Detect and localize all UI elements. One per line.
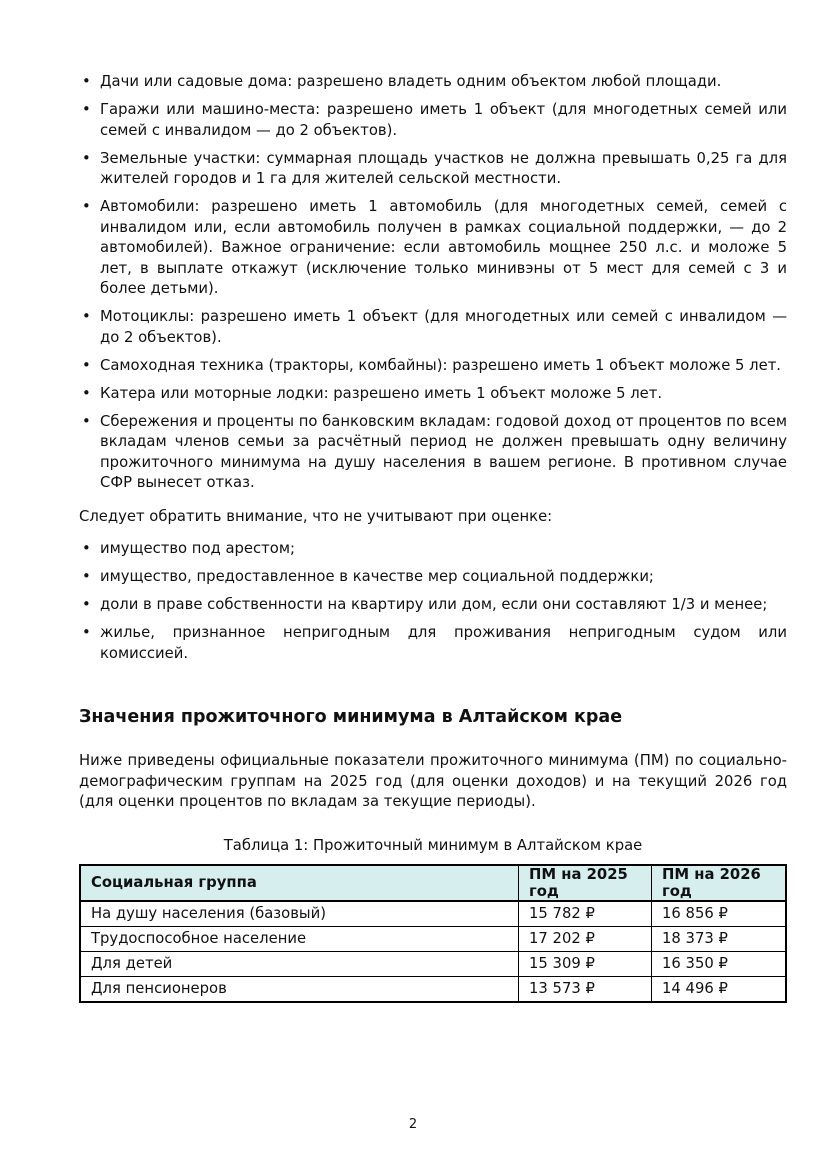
bullet-icon: •: [82, 356, 91, 374]
cell-pm-2025: 15 782 ₽: [519, 901, 652, 927]
list-item-text: Мотоциклы: разрешено иметь 1 объект (для многодетных или семей с инвалидом — до 2 объектов).: [100, 308, 787, 346]
cell-group: На душу населения (базовый): [80, 901, 519, 927]
list-item-text: Катера или моторные лодки: разрешено иметь 1 объект моложе 5 лет.: [100, 384, 663, 402]
list-item: [79, 567, 787, 588]
list-item-text: Автомобили: разрешено иметь 1 автомобиль (для многодетных семей, семей с инвалидом или, если автомобиль получен в рамках социальной поддержки, — до 2 автомобилей). Важное ограничение: если автомобиль мощнее 250 л.с. и моложе 5 лет, в выплате откажут (исключение только минивэны от 5 мест для семей с 3 и более детьми).: [100, 198, 787, 297]
list-item: [79, 356, 787, 377]
page-number: 2: [408, 1117, 418, 1132]
list-item: [79, 412, 787, 494]
bullet-icon: •: [82, 624, 91, 641]
list-item: [79, 72, 787, 93]
list-item: [79, 149, 787, 190]
table-row: [80, 926, 786, 951]
bullet-icon: •: [82, 101, 91, 118]
cell-pm-2025: 15 309 ₽: [519, 951, 652, 976]
table-header-row: [80, 865, 786, 901]
list-item-text: Гаражи или машино-места: разрешено иметь 1 объект (для многодетных семей или семей с инвалидом — до 2 объектов).: [100, 101, 787, 139]
bullet-icon: •: [82, 384, 91, 402]
bullet-icon: •: [82, 412, 91, 430]
list-item-text: Сбережения и проценты по банковским вкладам: годовой доход от процентов по всем вкладам членов семьи за расчётный период не должен превышать одну величину прожиточного минимума на душу населения в вашем регионе. В противном случае СФР вынесет отказ.: [100, 412, 787, 491]
bullet-icon: •: [82, 149, 91, 167]
bullet-icon: •: [82, 568, 91, 585]
list-item: [79, 595, 787, 616]
exclusions-list: [79, 539, 787, 664]
cell-group: Для детей: [80, 951, 519, 976]
list-item: [79, 307, 787, 348]
cell-pm-2025: 13 573 ₽: [519, 976, 652, 1002]
list-item-text: имущество под арестом;: [100, 540, 295, 557]
list-item-text: жилье, признанное непригодным для проживания непригодным судом или комиссией.: [100, 624, 787, 662]
list-item: [79, 197, 787, 300]
list-item-text: Дачи или садовые дома: разрешено владеть одним объектом любой площади.: [100, 73, 722, 90]
list-item-text: имущество, предоставленное в качестве мер социальной поддержки;: [100, 568, 654, 585]
intro-paragraph: Ниже приведены официальные показатели прожиточного минимума (ПМ) по социально-демографическим группам на 2025 год (для оценки доходов) и на текущий 2026 год (для оценки процентов по вкладам за текущие периоды).: [79, 752, 787, 810]
subsistence-table: [79, 864, 787, 1003]
list-item-text: Земельные участки: суммарная площадь участков не должна превышать 0,25 га для жителей городов и 1 га для жителей сельской местности.: [100, 149, 787, 187]
header-pm-2026: ПМ на 2026 год: [652, 865, 787, 901]
table-row: [80, 901, 786, 927]
bullet-icon: •: [82, 540, 91, 557]
section-title: Значения прожиточного минимума в Алтайском крае: [79, 707, 623, 727]
header-pm-2025: ПМ на 2025 год: [519, 865, 652, 901]
exclusions-note: Следует обратить внимание, что не учитывают при оценке:: [79, 507, 553, 525]
cell-group: Для пенсионеров: [80, 976, 519, 1002]
list-item: [79, 100, 787, 141]
cell-pm-2026: 16 350 ₽: [652, 951, 787, 976]
list-item: [79, 539, 787, 560]
header-social-group: Социальная группа: [80, 865, 519, 901]
page-content: [79, 72, 787, 1003]
table-row: [80, 951, 786, 976]
cell-pm-2026: 18 373 ₽: [652, 926, 787, 951]
list-item-text: Самоходная техника (тракторы, комбайны): разрешено иметь 1 объект моложе 5 лет.: [100, 356, 782, 374]
cell-group: Трудоспособное население: [80, 926, 519, 951]
list-item: [79, 623, 787, 664]
property-list: [79, 72, 787, 494]
bullet-icon: •: [82, 308, 91, 325]
cell-pm-2025: 17 202 ₽: [519, 926, 652, 951]
bullet-icon: •: [82, 596, 91, 613]
list-item: [79, 384, 787, 405]
cell-pm-2026: 16 856 ₽: [652, 901, 787, 927]
table-caption: Таблица 1: Прожиточный минимум в Алтайском крае: [223, 836, 643, 854]
table-row: [80, 976, 786, 1002]
bullet-icon: •: [82, 73, 91, 90]
bullet-icon: •: [82, 198, 91, 215]
cell-pm-2026: 14 496 ₽: [652, 976, 787, 1002]
list-item-text: доли в праве собственности на квартиру или дом, если они составляют 1/3 и менее;: [100, 596, 768, 613]
